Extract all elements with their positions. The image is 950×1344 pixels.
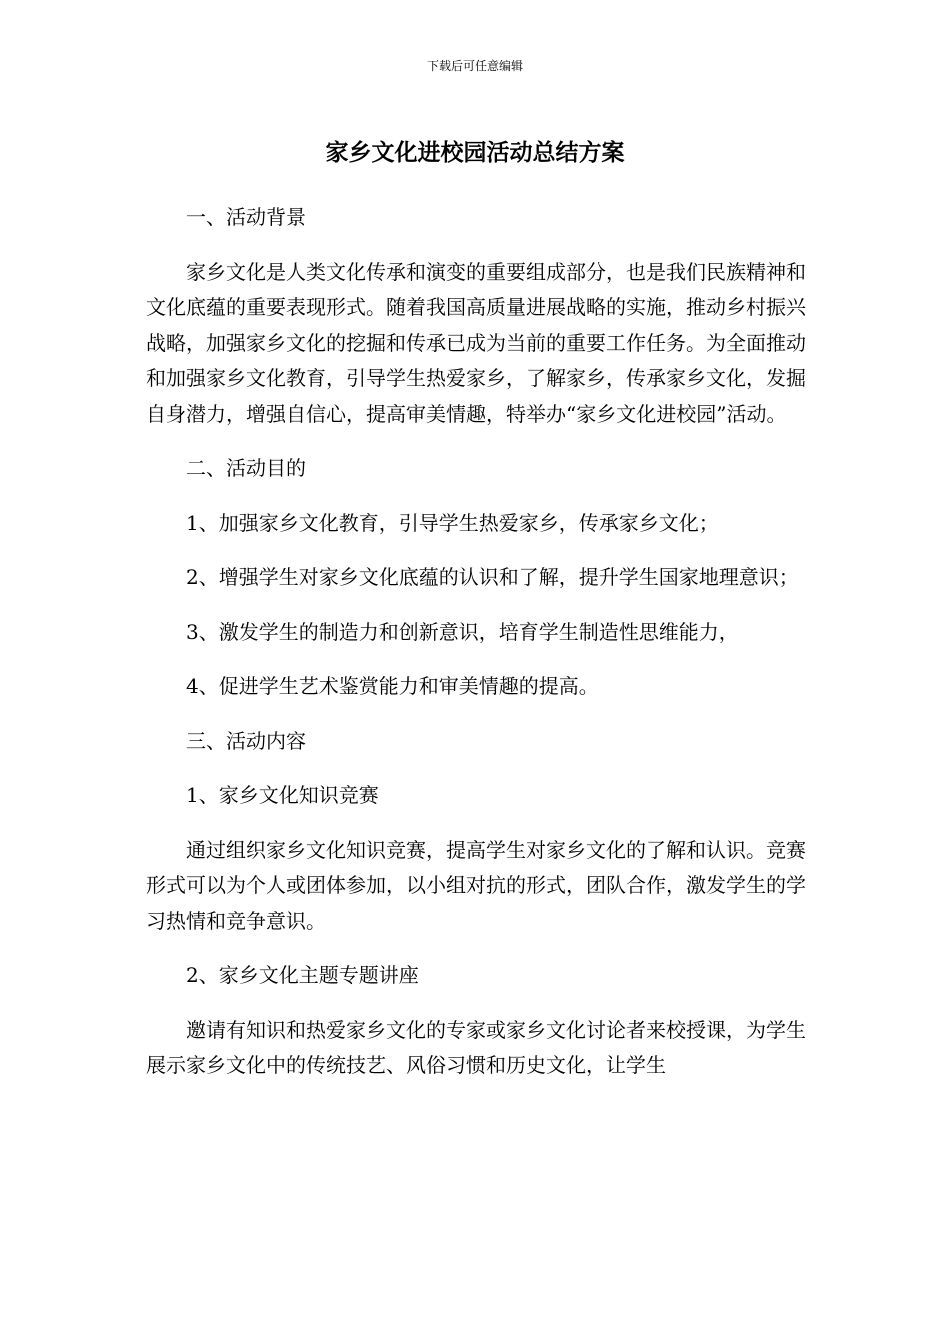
purpose-item-3: 3、激发学生的制造力和创新意识，培育学生制造性思维能力， (186, 619, 739, 644)
paragraph-lecture: 邀请有知识和热爱家乡文化的专家或家乡文化讨论者来校授课，为学生展示家乡文化中的传统技艺、风俗习惯和历史文化，让学生 (146, 1017, 806, 1077)
section-heading-background: 一、活动背景 (186, 205, 306, 229)
purpose-item-1: 1、加强家乡文化教育，引导学生热爱家乡，传承家乡文化； (186, 510, 719, 535)
header-note: 下载后可任意编辑 (426, 59, 523, 73)
document-title: 家乡文化进校园活动总结方案 (325, 140, 625, 166)
section-heading-content: 三、活动内容 (186, 728, 306, 753)
paragraph-background: 家乡文化是人类文化传承和演变的重要组成部分，也是我们民族精神和文化底蕴的重要表现形式。随着我国高质量进展战略的实施，推动乡村振兴战略，加强家乡文化的挖掘和传承已成为当前的重要工作任务。为全面推动和加强家乡文化教育，引导学生热爱家乡，了解家乡，传承家乡文化，发掘自身潜力，增强自信心，提高审美情趣，特举办“家乡文化进校园”活动。 (146, 259, 806, 426)
subheading-knowledge-contest: 1、家乡文化知识竞赛 (186, 783, 379, 807)
paragraph-knowledge-contest: 通过组织家乡文化知识竞赛，提高学生对家乡文化的了解和认识。竞赛形式可以为个人或团体参加，以小组对抗的形式，团队合作，激发学生的学习热情和竞争意识。 (146, 837, 806, 933)
purpose-item-2: 2、增强学生对家乡文化底蕴的认识和了解，提升学生国家地理意识； (186, 565, 799, 589)
purpose-item-4: 4、促进学生艺术鉴赏能力和审美情趣的提高。 (186, 674, 599, 698)
document-body (146, 200, 806, 1103)
subheading-lecture: 2、家乡文化主题专题讲座 (186, 963, 419, 987)
section-heading-purpose: 二、活动目的 (186, 456, 306, 480)
